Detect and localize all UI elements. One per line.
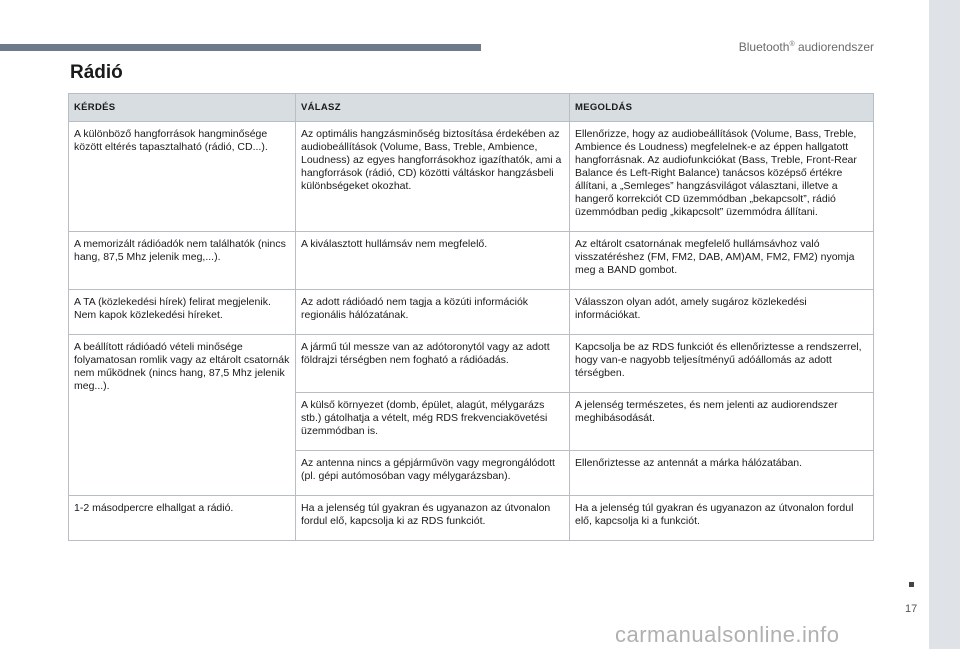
question-cell: A beállított rádióadó vételi minősége folyamatosan romlik vagy az eltárolt csatornák nem működnek (nincs hang, 87,5 Mhz jelenik meg...).	[69, 335, 296, 496]
answer-cell: A kiválasztott hullámsáv nem megfelelő.	[296, 232, 570, 290]
table-row	[69, 335, 874, 393]
page-marker	[909, 582, 914, 587]
column-header-solution: MEGOLDÁS	[570, 94, 874, 122]
table-row	[69, 122, 874, 232]
table-row	[69, 496, 874, 541]
header-bar	[0, 44, 481, 51]
table-row	[69, 232, 874, 290]
solution-cell: A jelenség természetes, és nem jelenti az audiorendszer meghibásodását.	[570, 393, 874, 451]
watermark: carmanualsonline.info	[615, 622, 840, 647]
answer-cell: Az adott rádióadó nem tagja a közúti információk regionális hálózatának.	[296, 290, 570, 335]
answer-cell: Ha a jelenség túl gyakran és ugyanazon az útvonalon fordul elő, kapcsolja ki az RDS funkciót.	[296, 496, 570, 541]
solution-cell: Ellenőriztesse az antennát a márka hálózatában.	[570, 451, 874, 496]
page-side-strip	[929, 0, 960, 649]
table-header-row	[69, 94, 874, 122]
column-header-question: KÉRDÉS	[69, 94, 296, 122]
table-row	[69, 290, 874, 335]
answer-cell: Az antenna nincs a gépjárművön vagy megrongálódott (pl. gépi autómosóban vagy mélygarázsban).	[296, 451, 570, 496]
question-cell: A különböző hangforrások hangminősége között eltérés tapasztalható (rádió, CD...).	[69, 122, 296, 232]
solution-cell: Az eltárolt csatornának megfelelő hullámsávhoz való visszatéréshez (FM, FM2, DAB, AM)AM, FM2, FM2) nyomja meg a BAND gombot.	[570, 232, 874, 290]
solution-cell: Válasszon olyan adót, amely sugároz közlekedési információkat.	[570, 290, 874, 335]
column-header-answer: VÁLASZ	[296, 94, 570, 122]
troubleshooting-table	[68, 93, 874, 541]
answer-cell: Az optimális hangzásminőség biztosítása érdekében az audiobeállítások (Volume, Bass, Treble, Ambience, Loudness) az egyes hangforrásokhoz igazíthatók, ami a hangforrások (rádió, CD) közötti váltáskor hangzásbeli különbségeket okozhat.	[296, 122, 570, 232]
solution-cell: Ha a jelenség túl gyakran és ugyanazon az útvonalon fordul elő, kapcsolja ki a funkciót.	[570, 496, 874, 541]
question-cell: A TA (közlekedési hírek) felirat megjelenik. Nem kapok közlekedési híreket.	[69, 290, 296, 335]
page-title: Rádió	[70, 62, 123, 83]
answer-cell: A külső környezet (domb, épület, alagút, mélygarázs stb.) gátolhatja a vételt, még RDS frekvenciakövetési üzemmódban is.	[296, 393, 570, 451]
page-number: 17	[905, 603, 918, 615]
answer-cell: A jármű túl messze van az adótoronytól vagy az adott földrajzi térségben nem fogható a rádióadás.	[296, 335, 570, 393]
section-title: Bluetooth® audiorendszer	[738, 40, 874, 54]
question-cell: A memorizált rádióadók nem találhatók (nincs hang, 87,5 Mhz jelenik meg,...).	[69, 232, 296, 290]
solution-cell: Ellenőrizze, hogy az audiobeállítások (Volume, Bass, Treble, Ambience és Loudness) megfelelnek-e az éppen hallgatott hangforrásnak. Az audiofunkciókat (Bass, Treble, Front-Rear Balance és Left-Right Balance) tanácsos középső értékre állítani, a „Semleges” hangzásvilágot választani, illetve a hangerő korrekciót CD üzemmódban „bekapcsolt”, rádió üzemmódban pedig „kikapcsolt” üzemmódra állítani.	[570, 122, 874, 232]
solution-cell: Kapcsolja be az RDS funkciót és ellenőriztesse a rendszerrel, hogy van-e nagyobb teljesítményű adóállomás az adott térségben.	[570, 335, 874, 393]
question-cell: 1-2 másodpercre elhallgat a rádió.	[69, 496, 296, 541]
